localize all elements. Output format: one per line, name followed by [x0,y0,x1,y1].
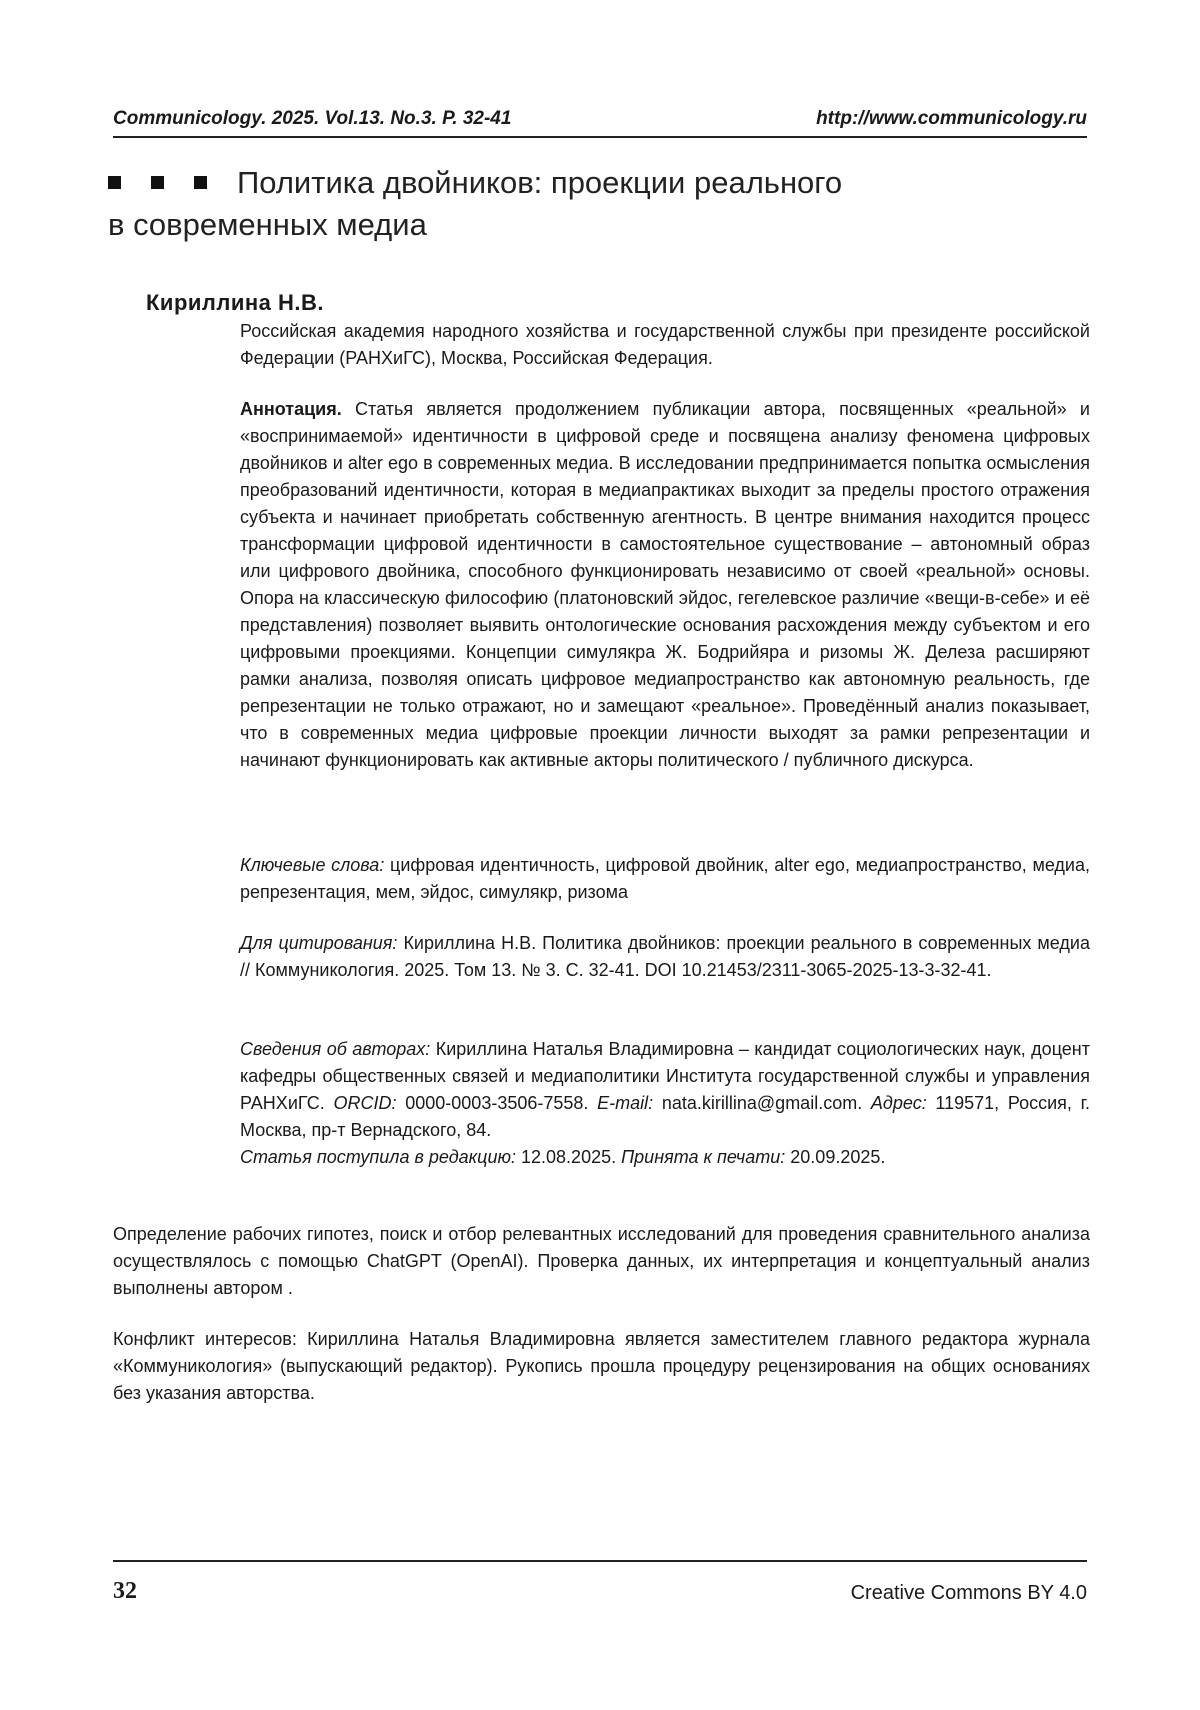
orcid-label: ORCID: [333,1093,397,1113]
accepted-date: 20.09.2025. [790,1147,886,1167]
affiliation [240,318,1090,372]
header-rule [113,136,1087,138]
ai-usage-note [113,1221,1090,1302]
article-dates [240,1144,1090,1171]
citation [240,930,1090,984]
keywords-text: цифровая идентичность, цифровой двойник, alter ego, медиапространство, медиа, репрезентация, мем, эйдос, симулякр, ризома [240,855,1091,902]
keywords-label: Ключевые слова: [240,855,385,875]
email-value[interactable]: nata.kirillina@gmail.com. [661,1093,863,1113]
address-value: 119571, Россия, г. Москва, пр-т Вернадского, 84. [240,1093,1090,1140]
title-line-2: в современных медиа [108,207,427,242]
journal-header: Communicology. 2025. Vol.13. No.3. P. 32-41 [113,108,512,129]
author-info [240,1036,1090,1144]
abstract-text: Статья является продолжением публикации автора, посвященных «реальной» и «воспринимаемой» идентичности в цифровой среде и посвящена анализу феномена цифровых двойников и alter ego в современных медиа. В исследовании предпринимается попытка осмысления преобразований идентичности, которая в медиапрактиках выходит за пределы простого отражения субъекта и начинает приобретать собственную агентность. В центре внимания находится процесс трансформации цифровой идентичности в самостоятельное существование – автономный образ или цифрового двойника, способного функционировать независимо от своей «реальной» основы. Опора на классическую философию (платоновский эйдос, гегелевское различие «вещи-в-себе» и её представления) позволяет выявить онтологические основания расхождения между субъектом и его цифровыми проекциями. Концепции симулякра Ж. Бодрийяра и ризомы Ж. Делеза расширяют рамки анализа, позволяя описать цифровое медиапространство как автономную реальность, где репрезентации не только отражают, но и замещают «реальное». Проведённый анализ показывает, что в современных медиа цифровые проекции личности выходят за рамки репрезентации и начинают функционировать как активные акторы политического / публичного дискурса. [240,399,1090,770]
email-label: E-mail: [597,1093,654,1113]
keywords [240,852,1090,906]
square-bullet-icon [108,176,121,189]
square-bullet-icon [151,176,164,189]
footer-rule [113,1560,1087,1562]
author-info-text: Кириллина Наталья Владимировна – кандидат социологических наук, доцент кафедры общественных связей и медиаполитики Института государственной службы и управления РАНХиГС. [240,1039,1090,1113]
orcid-value[interactable]: 0000-0003-3506-7558. [405,1093,589,1113]
journal-url[interactable]: http://www.communicology.ru [816,108,1087,129]
affiliation-text: Российская академия народного хозяйства и государственной службы при президенте российской Федерации (РАНХиГС), Москва, Российская Федерация. [240,321,1090,368]
title-line-1: Политика двойников: проекции реального [237,165,843,200]
citation-label: Для цитирования: [240,933,398,953]
received-date: 12.08.2025. [521,1147,617,1167]
accepted-label: Принята к печати: [621,1147,786,1167]
license-text: Creative Commons BY 4.0 [850,1582,1087,1604]
square-bullet-icon [194,176,207,189]
conflict-text: Конфликт интересов: Кириллина Наталья Владимировна является заместителем главного редактора журнала «Коммуникология» (выпускающий редактор). Рукопись прошла процедуру рецензирования на общих основаниях без указания авторства. [113,1329,1090,1403]
citation-text: Кириллина Н.В. Политика двойников: проекции реального в современных медиа // Коммуникология. 2025. Том 13. № 3. С. 32-41. DOI 10.21453/2311-3065-2025-13-3-32-41. [240,933,1090,980]
page-number: 32 [113,1578,137,1604]
author-info-label: Сведения об авторах: [240,1039,431,1059]
address-label: Адрес: [870,1093,927,1113]
author-name: Кириллина Н.В. [146,290,325,315]
conflict-of-interest [113,1326,1090,1407]
article-title [108,162,1088,246]
received-label: Статья поступила в редакцию: [240,1147,516,1167]
abstract-label: Аннотация. [240,399,342,419]
ai-usage-text: Определение рабочих гипотез, поиск и отбор релевантных исследований для проведения сравнительного анализа осуществлялось с помощью ChatGPT (OpenAI). Проверка данных, их интерпретация и концептуальный анализ выполнены автором . [113,1224,1090,1298]
abstract [240,396,1090,774]
